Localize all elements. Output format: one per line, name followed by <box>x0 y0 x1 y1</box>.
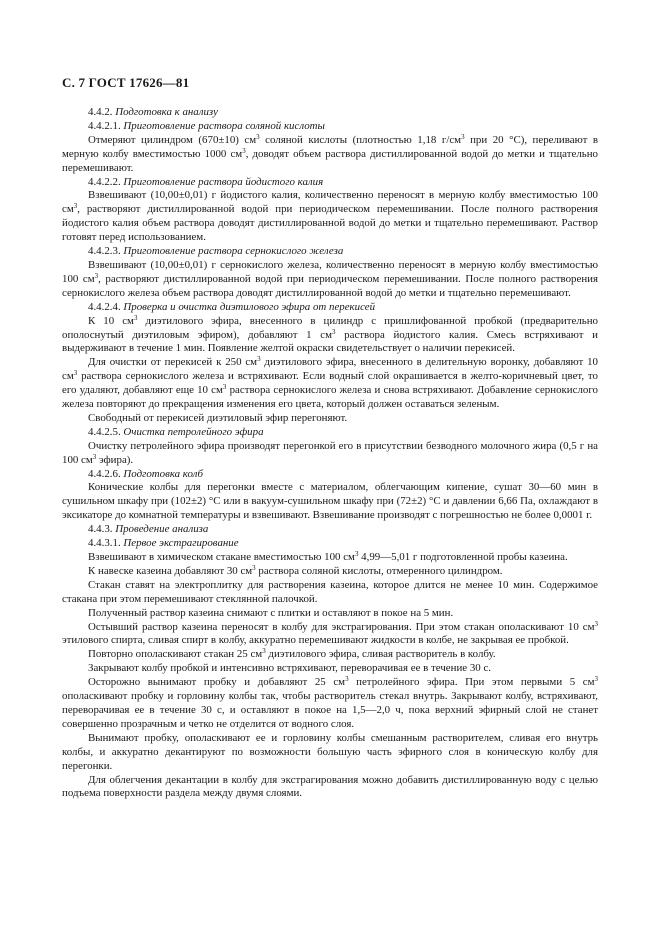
paragraph: Полученный раствор казеина снимают с плитки и оставляют в покое на 5 мин. <box>88 606 454 619</box>
section-number: 4.4.2.2. <box>88 175 124 188</box>
section-title: Приготовление раствора сернокислого железа <box>123 245 344 258</box>
section-title: Проведение анализа <box>115 523 209 536</box>
section-title: Приготовление раствора йодистого калия <box>123 175 324 188</box>
section-heading <box>62 176 598 190</box>
section-heading <box>62 537 598 551</box>
paragraph: К 10 $см^3$ диэтилового эфира, внесенного в цилиндр с пришлифованной пробкой (предварительно ополоснутый диэтиловым эфиром), добавляют 1 $см^3$ раствора йодистого калия. Смесь встряхивают и выдерживают в течение 1 мин. Появление желтой окраски свидетельствует о наличии перекисей. <box>62 313 599 355</box>
section-title: Первое экстрагирование <box>123 537 239 550</box>
paragraph: Взвешивают (10,00±0,01) г йодистого калия, количественно переносят в мерную колбу вместимостью 100 $см^3$, растворяют дистиллированной водой при периодическом перемешивании. После полного растворения йодистого калия объем раствора доводят дистиллированной водой до метки и тщательно перемешивают. Раствор готовят перед использованием. <box>62 189 598 244</box>
section-title: Проверка и очистка диэтилового эфира от перекисей <box>123 300 376 313</box>
paragraph: Осторожно вынимают пробку и добавляют 25 $см^3$ петролейного эфира. При этом первыми 5 $см^3$ ополаскивают пробку и горловину колбы так, чтобы растворитель стекал внутрь. Закрывают колбу, встряхивают, переворачивая ее в течение 30 с, и оставляют в покое на 1,5—2,0 ч, пока верхний эфирный слой не станет совершенно прозрачным и четко не отделится от водного слоя. <box>62 675 598 730</box>
paragraph: Стакан ставят на электроплитку для растворения казеина, которое длится не менее 10 мин. Содержимое стакана при этом перемешивают стеклянной палочкой. <box>62 578 598 605</box>
paragraph: Закрывают колбу пробкой и интенсивно встряхивают, переворачивая ее в течение 30 с. <box>88 662 492 675</box>
paragraph: Очистку петролейного эфира производят перегонкой его в присутствии безводного молочного жира (0,5 г на 100 $см^3$ эфира). <box>62 439 598 466</box>
paragraph: Отмеряют цилиндром (670±10) $см^3$ соляной кислоты (плотностью 1,18 $г/см^3$ при 20 °С), переливают в мерную колбу вместимостью 1000 $см^3$, доводят объем раствора дистиллированной водой до метки и тщательно перемешивают. <box>62 132 599 174</box>
section-title: Подготовка к анализу <box>115 106 218 118</box>
paragraph: К навеске казеина добавляют 30 $см^3$ раствора соляной кислоты, отмеренного цилиндром. <box>88 563 503 577</box>
paragraph: Конические колбы для перегонки вместе с материалом, облегчающим кипение, сушат 30—60 мин в сушильном шкафу при (102±2) °С или в вакуум-сушильном шкафу при (72±2) °С и давлении 6,66 Па, охлаждают в эксикаторе до комнатной температуры и взвешивают. Взвешивание производят с погрешностью не более 0,0001 г. <box>62 481 598 522</box>
paragraph: Взвешивают (10,00±0,01) г сернокислого железа, количественно переносят в мерную колбу вместимостью 100 $см^3$, растворяют дистиллированной водой при периодическом перемешивании. После полного растворения сернокислого железа объем раствора доводят дистиллированной водой до метки и тщательно перемешивают. <box>62 258 598 299</box>
paragraph: Для облегчения декантации в колбу для экстрагирования можно добавить дистиллированную воду с целью подъема поверхности раздела между двумя слоями. <box>62 773 598 800</box>
section-number: 4.4.2.5. <box>88 425 124 438</box>
section-number: 4.4.2. <box>88 106 116 118</box>
section-title: Очистка петролейного эфира <box>123 425 264 438</box>
section-heading <box>62 301 598 315</box>
section-heading <box>62 468 598 482</box>
paragraph: Для очистки от перекисей к 250 $см^3$ диэтилового эфира, внесенного в делительную воронку, добавляют 10 $см^3$ раствора сернокислого железа и встряхивают. Если водный слой окрашивается в желто-коричневый цвет, то его удаляют, добавляют еще 10 $см^3$ раствора сернокислого железа и снова встряхивают. Добавление сернокислого железа повторяют до прекращения изменения его цвета, который должен оставаться зеленым. <box>62 355 598 411</box>
section-number: 4.4.3.1. <box>88 537 124 550</box>
paragraph: Остывший раствор казеина переносят в колбу для экстрагирования. При этом стакан ополаскивают 10 $см^3$ этилового спирта, сливая спирт в колбу, аккуратно перемешивают жидкости в колбе, не закрывая ее пробкой. <box>62 619 598 647</box>
document-body <box>62 106 598 801</box>
section-number: 4.4.3. <box>88 523 116 536</box>
paragraph: Свободный от перекисей диэтиловый эфир перегоняют. <box>88 411 348 424</box>
section-number: 4.4.2.1. <box>88 119 124 132</box>
section-number: 4.4.2.4. <box>88 300 124 313</box>
section-heading <box>62 523 598 537</box>
section-title: Приготовление раствора соляной кислоты <box>123 119 325 132</box>
section-heading <box>62 120 598 134</box>
paragraph: Взвешивают в химическом стакане вместимостью 100 $см^3$ 4,99—5,01 г подготовленной пробы казеина. <box>88 550 568 563</box>
section-heading <box>62 245 598 259</box>
section-heading <box>62 426 598 440</box>
paragraph: Вынимают пробку, ополаскивают ее и горловину колбы смешанным растворителем, сливая его внутрь колбы, и аккуратно декантируют по возможности большую часть эфирного слоя в коническую колбу для перегонки. <box>62 731 598 772</box>
section-number: 4.4.2.6. <box>88 467 124 480</box>
section-number: 4.4.2.3. <box>88 245 124 258</box>
page-header: С. 7 ГОСТ 17626—81 <box>62 75 190 90</box>
section-title: Подготовка колб <box>123 467 204 480</box>
paragraph: Повторно ополаскивают стакан 25 $см^3$ диэтилового эфира, сливая растворитель в колбу. <box>88 647 496 661</box>
section-heading <box>62 106 598 120</box>
